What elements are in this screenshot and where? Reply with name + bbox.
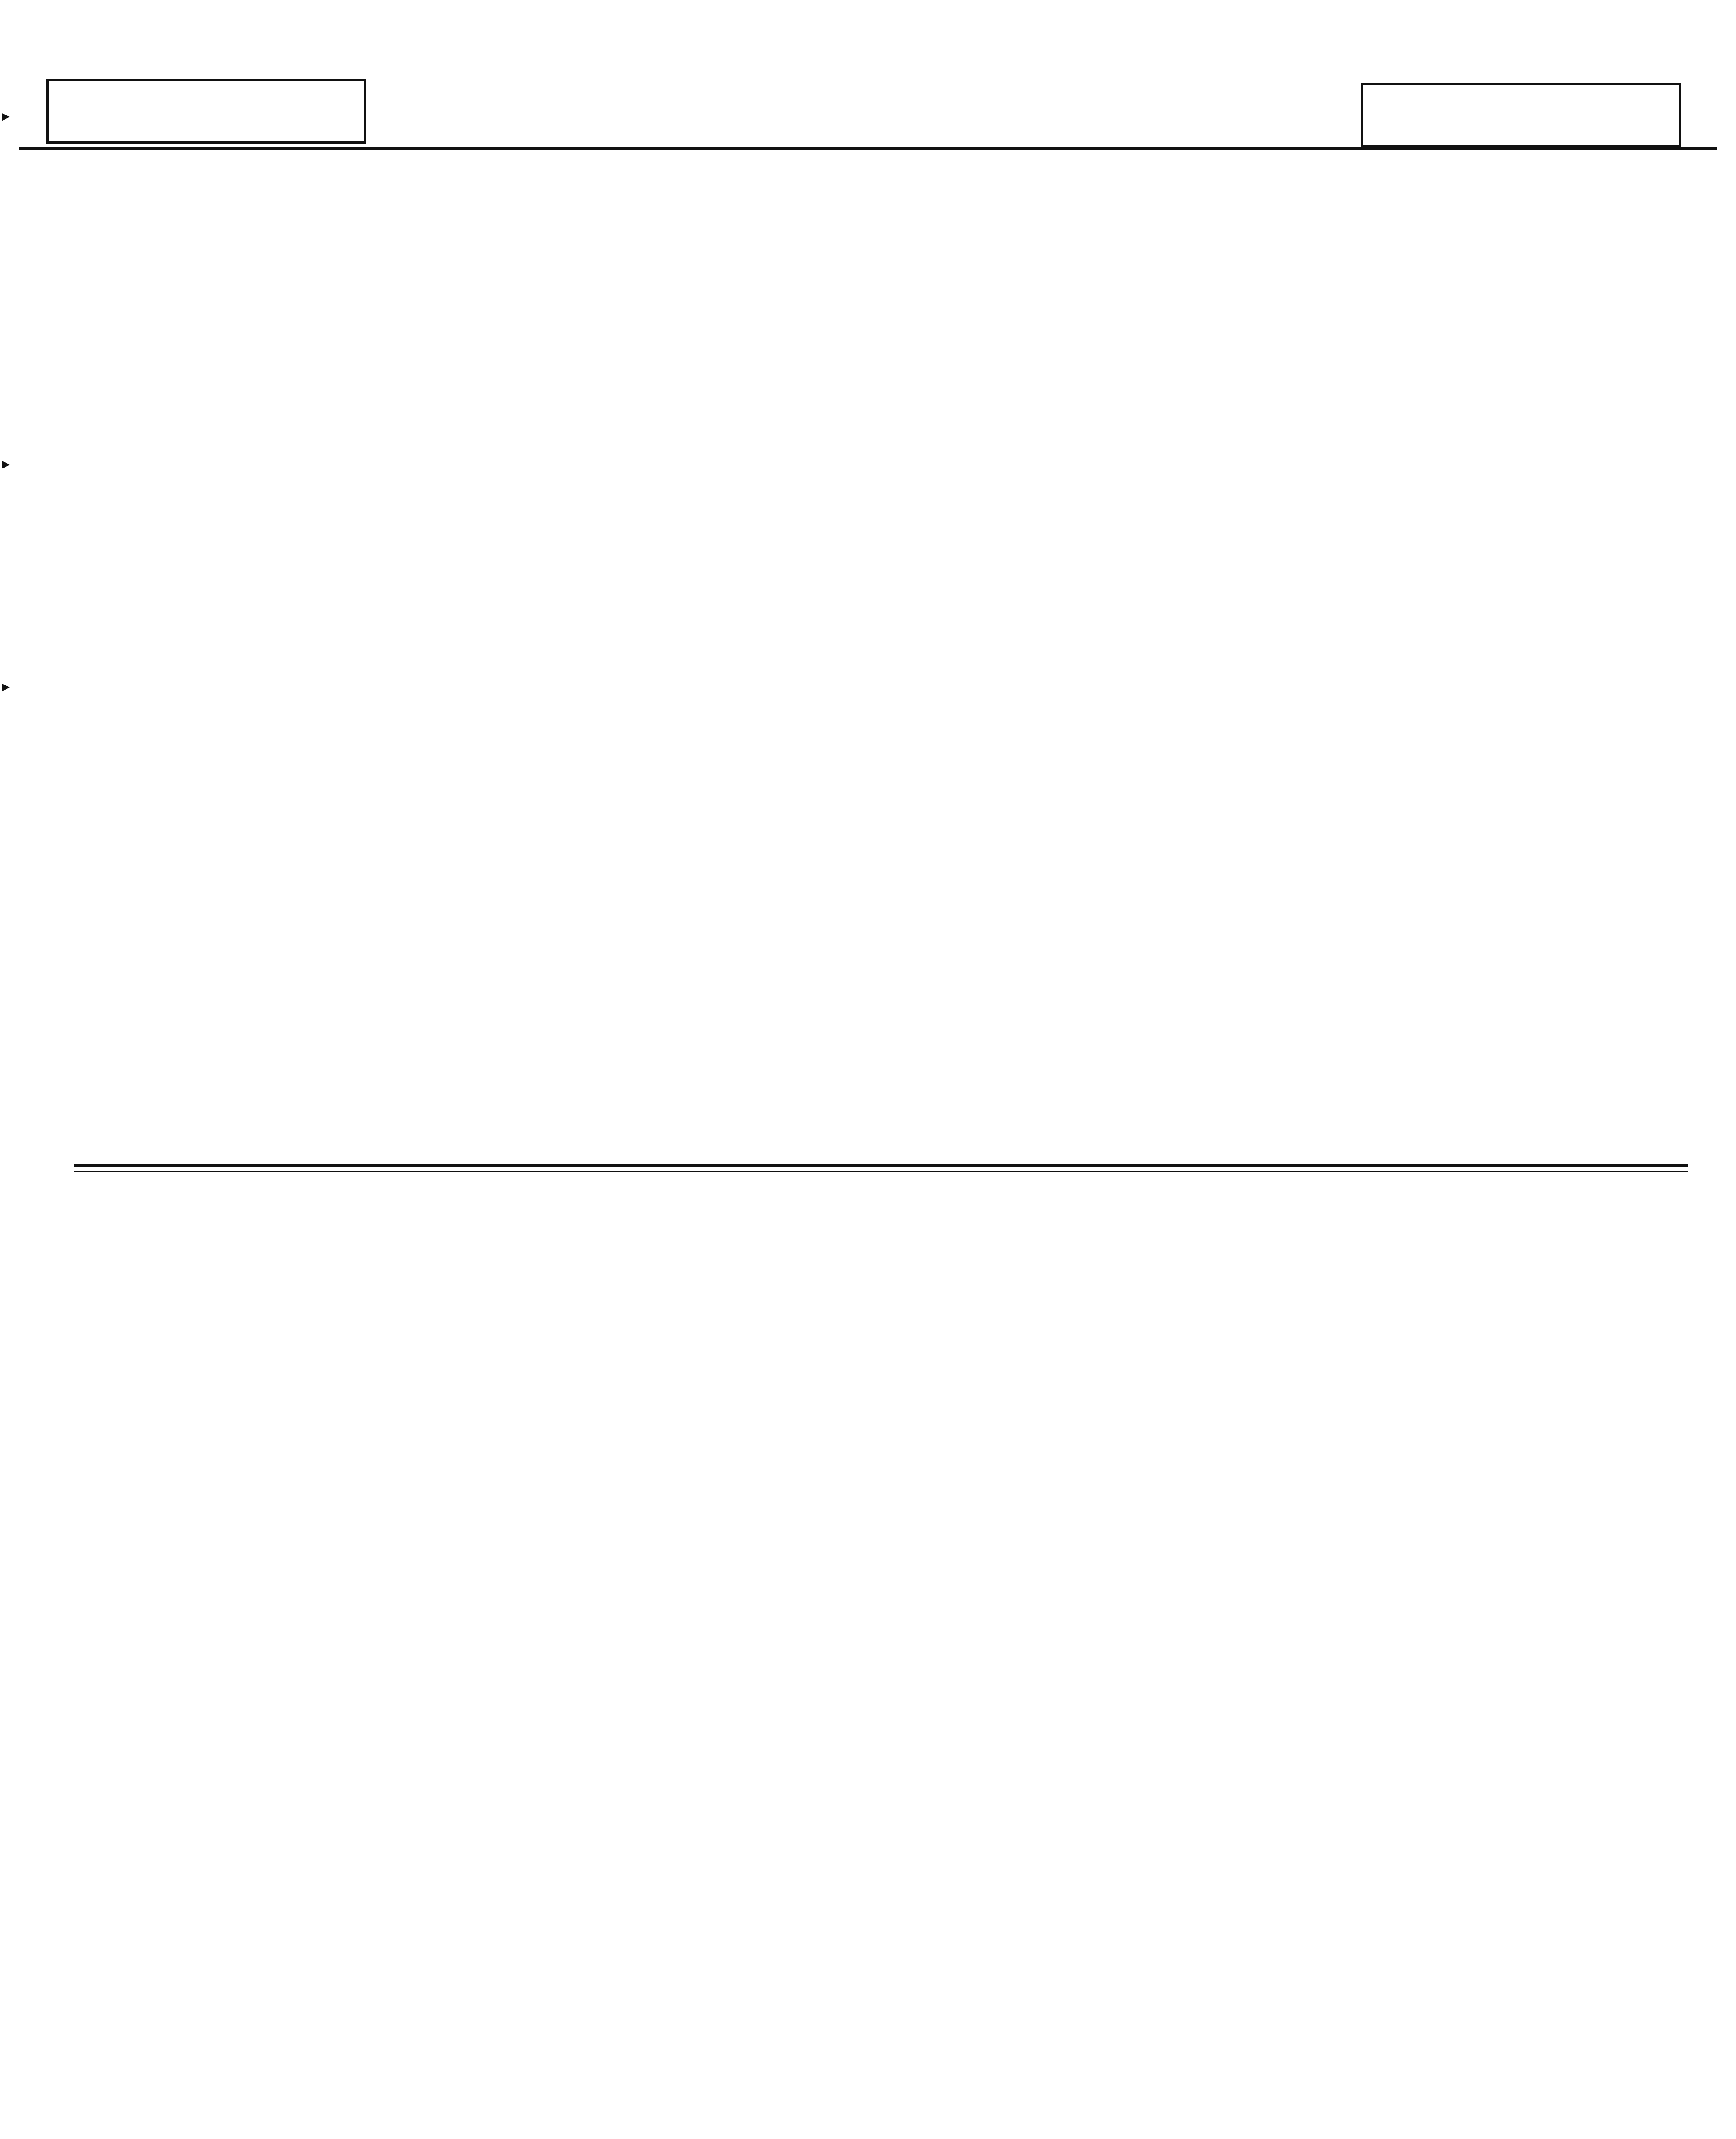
page-title — [380, 70, 1354, 139]
margin-mark: ▸ — [2, 678, 10, 695]
weather-box-right — [1361, 83, 1681, 147]
weather-box-left — [46, 79, 366, 144]
margin-mark: ▸ — [2, 107, 10, 125]
section-divider-2 — [74, 1171, 1688, 1172]
margin-mark: ▸ — [2, 455, 10, 473]
section-divider — [74, 1164, 1688, 1167]
header-rule — [19, 147, 1717, 150]
